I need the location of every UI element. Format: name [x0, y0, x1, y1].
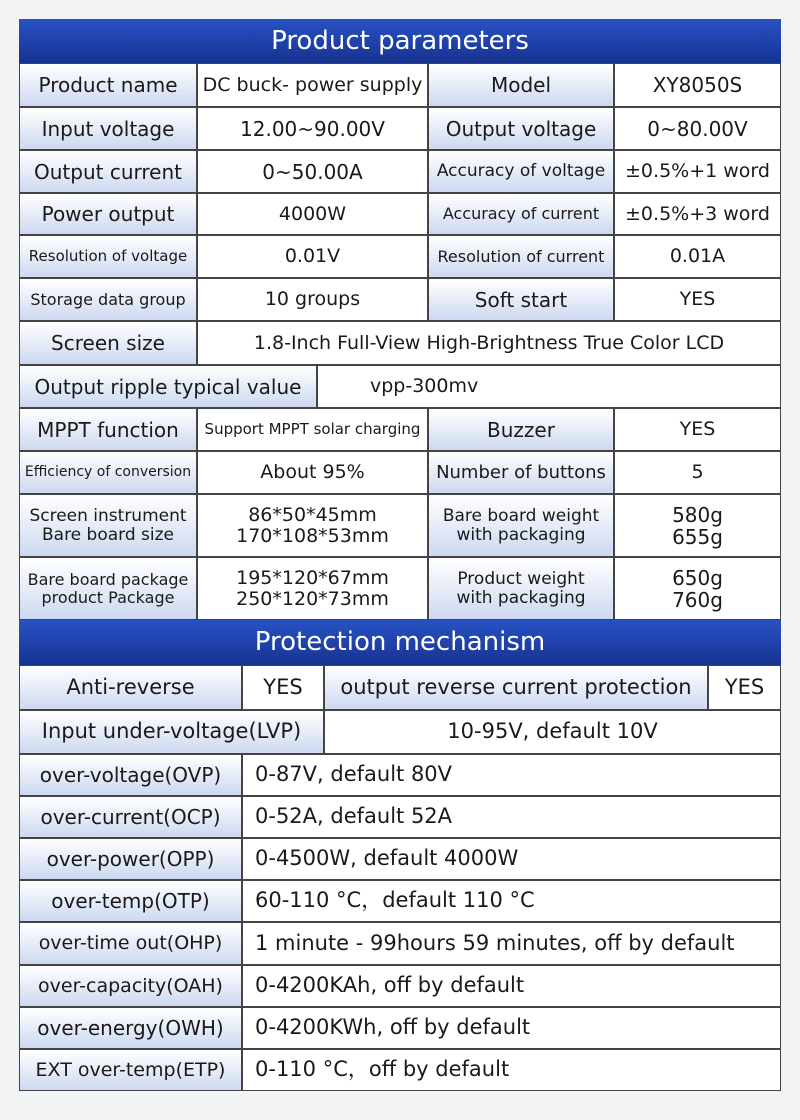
- package-value-line2: 250*120*73mm: [236, 587, 389, 610]
- ohp-label: over-time out(OHP): [19, 922, 242, 965]
- buttons-value: 5: [614, 451, 781, 494]
- storage-value: 10 groups: [197, 278, 428, 321]
- model-value: XY8050S: [614, 63, 781, 107]
- package-value-line1: 195*120*67mm: [236, 566, 389, 589]
- oah-label: over-capacity(OAH): [19, 965, 242, 1007]
- bare-weight-value: [614, 494, 781, 557]
- accuracy-voltage-label: Accuracy of voltage: [428, 150, 614, 193]
- owh-value: 0-4200KWh, off by default: [242, 1007, 781, 1049]
- package-value: [197, 557, 428, 620]
- bare-weight-label: [428, 494, 614, 557]
- buttons-label: Number of buttons: [428, 451, 614, 494]
- soft-start-label: Soft start: [428, 278, 614, 321]
- resolution-voltage-label: Resolution of voltage: [19, 235, 197, 278]
- bare-weight-label-line2: with packaging: [456, 524, 586, 545]
- ripple-label: Output ripple typical value: [19, 365, 317, 408]
- etp-value: 0-110 °C，off by default: [242, 1049, 781, 1091]
- mppt-value: Support MPPT solar charging: [197, 408, 428, 451]
- soft-start-value: YES: [614, 278, 781, 321]
- board-size-label-line1: Screen instrument: [29, 505, 187, 526]
- product-weight-label: [428, 557, 614, 620]
- product-weight-label-line1: Product weight: [457, 568, 585, 589]
- resolution-current-value: 0.01A: [614, 235, 781, 278]
- output-current-label: Output current: [19, 150, 197, 193]
- resolution-voltage-value: 0.01V: [197, 235, 428, 278]
- input-voltage-value: 12.00~90.00V: [197, 107, 428, 150]
- otp-label: over-temp(OTP): [19, 880, 242, 922]
- ohp-value: 1 minute - 99hours 59 minutes, off by default: [242, 922, 781, 965]
- lvp-label: Input under-voltage(LVP): [19, 710, 324, 754]
- owh-label: over-energy(OWH): [19, 1007, 242, 1049]
- product-weight-value-line2: 760g: [672, 587, 723, 612]
- buzzer-value: YES: [614, 408, 781, 451]
- bare-weight-value-line1: 580g: [672, 502, 723, 527]
- package-label-line2: product Package: [41, 587, 175, 607]
- accuracy-voltage-value: ±0.5%+1 word: [614, 150, 781, 193]
- screen-size-label: Screen size: [19, 321, 197, 365]
- opp-value: 0-4500W, default 4000W: [242, 838, 781, 880]
- otp-value: 60-110 °C，default 110 °C: [242, 880, 781, 922]
- product-weight-label-line2: with packaging: [456, 587, 586, 608]
- bare-weight-label-line1: Bare board weight: [442, 505, 600, 526]
- output-voltage-value: 0~80.00V: [614, 107, 781, 150]
- etp-label: EXT over-temp(ETP): [19, 1049, 242, 1091]
- screen-size-value: 1.8-Inch Full-View High-Brightness True Color LCD: [197, 321, 781, 365]
- product-name-value: DC buck- power supply: [197, 63, 428, 107]
- power-output-label: Power output: [19, 193, 197, 235]
- reverse-current-label: output reverse current protection: [324, 665, 708, 710]
- product-weight-value-line1: 650g: [672, 565, 723, 590]
- mppt-label: MPPT function: [19, 408, 197, 451]
- accuracy-current-value: ±0.5%+3 word: [614, 193, 781, 235]
- anti-reverse-value: YES: [242, 665, 324, 710]
- product-name-label: Product name: [19, 63, 197, 107]
- model-label: Model: [428, 63, 614, 107]
- board-size-value: [197, 494, 428, 557]
- product-parameters-title: Product parameters: [19, 19, 781, 63]
- lvp-value: 10-95V, default 10V: [324, 710, 781, 754]
- output-voltage-label: Output voltage: [428, 107, 614, 150]
- board-size-value-line1: 86*50*45mm: [248, 503, 377, 526]
- ocp-label: over-current(OCP): [19, 796, 242, 838]
- board-size-value-line2: 170*108*53mm: [236, 524, 389, 547]
- ovp-value: 0-87V, default 80V: [242, 754, 781, 796]
- ovp-label: over-voltage(OVP): [19, 754, 242, 796]
- ripple-value: vpp-300mv: [317, 365, 781, 408]
- oah-value: 0-4200KAh, off by default: [242, 965, 781, 1007]
- accuracy-current-label: Accuracy of current: [428, 193, 614, 235]
- buzzer-label: Buzzer: [428, 408, 614, 451]
- reverse-current-value: YES: [708, 665, 781, 710]
- package-label: [19, 557, 197, 620]
- resolution-current-label: Resolution of current: [428, 235, 614, 278]
- board-size-label-line2: Bare board size: [41, 524, 174, 545]
- efficiency-label: Efficiency of conversion: [19, 451, 197, 494]
- bare-weight-value-line2: 655g: [672, 524, 723, 549]
- ocp-value: 0-52A, default 52A: [242, 796, 781, 838]
- board-size-label: [19, 494, 197, 557]
- input-voltage-label: Input voltage: [19, 107, 197, 150]
- power-output-value: 4000W: [197, 193, 428, 235]
- storage-label: Storage data group: [19, 278, 197, 321]
- anti-reverse-label: Anti-reverse: [19, 665, 242, 710]
- product-weight-value: [614, 557, 781, 620]
- output-current-value: 0~50.00A: [197, 150, 428, 193]
- efficiency-value: About 95%: [197, 451, 428, 494]
- protection-mechanism-title: Protection mechanism: [19, 620, 781, 665]
- opp-label: over-power(OPP): [19, 838, 242, 880]
- package-label-line1: Bare board package: [27, 569, 189, 589]
